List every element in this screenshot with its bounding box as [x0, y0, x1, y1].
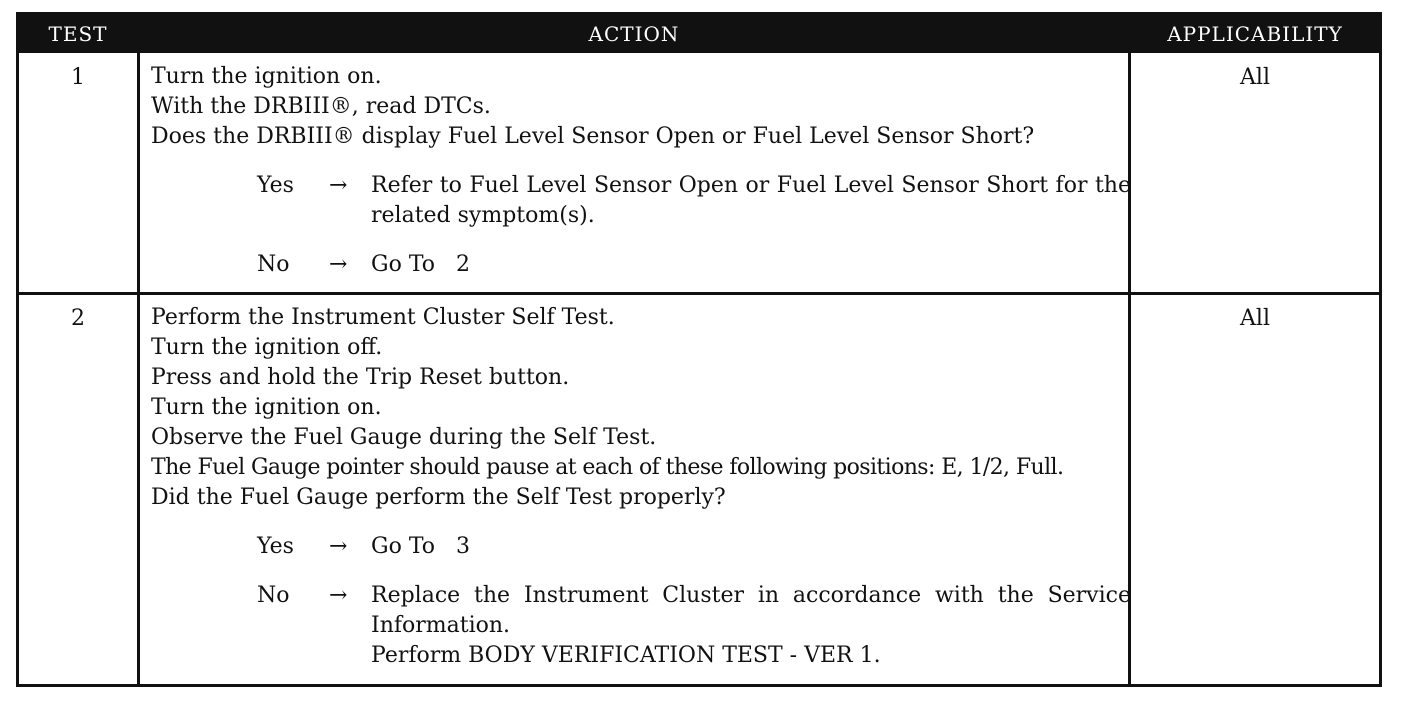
arrow-icon: → [329, 252, 348, 277]
action-line: The Fuel Gauge pointer should pause at each of these following positions: E, 1/2, Full. [151, 455, 1064, 480]
test-number: 2 [71, 306, 85, 331]
test-number: 1 [71, 65, 85, 90]
action-line: Perform the Instrument Cluster Self Test. [151, 305, 615, 330]
yes-label: Yes [257, 534, 294, 559]
action-line: Does the DRBIII® display Fuel Level Sensor Open or Fuel Level Sensor Short? [151, 124, 1035, 149]
header-test: TEST [48, 22, 108, 46]
arrow-icon: → [329, 173, 348, 198]
diagnostic-table [16, 12, 1382, 687]
yes-result: Go To 3 [371, 534, 470, 559]
no-option [257, 250, 1131, 280]
no-label: No [257, 583, 290, 608]
action-cell [151, 303, 1131, 671]
no-label: No [257, 252, 290, 277]
yes-result: Refer to Fuel Level Sensor Open or Fuel Level Sensor Short for the related symptom(s). [371, 173, 1131, 228]
no-result: Go To 2 [371, 252, 470, 277]
action-cell [151, 62, 1131, 280]
no-option [257, 581, 1131, 671]
header-applicability: APPLICABILITY [1167, 22, 1343, 46]
action-line: Did the Fuel Gauge perform the Self Test properly? [151, 485, 726, 510]
action-line: Turn the ignition on. [151, 64, 382, 89]
action-line: Observe the Fuel Gauge during the Self Test. [151, 425, 657, 450]
no-result-followup: Perform BODY VERIFICATION TEST - VER 1. [371, 643, 881, 668]
row-divider [19, 292, 1379, 295]
yes-option [257, 171, 1131, 231]
applicability-value: All [1240, 65, 1270, 90]
action-line: Press and hold the Trip Reset button. [151, 365, 570, 390]
arrow-icon: → [329, 583, 348, 608]
action-line: Turn the ignition on. [151, 395, 382, 420]
table-header [19, 15, 1379, 53]
yes-label: Yes [257, 173, 294, 198]
header-action: ACTION [588, 22, 680, 46]
applicability-value: All [1240, 306, 1270, 331]
action-line: Turn the ignition off. [151, 335, 383, 360]
action-line: With the DRBIII®, read DTCs. [151, 94, 491, 119]
yes-option [257, 532, 1131, 562]
column-divider [137, 15, 140, 684]
arrow-icon: → [329, 534, 348, 559]
no-result: Replace the Instrument Cluster in accordance with the Service Information. [371, 583, 1131, 638]
